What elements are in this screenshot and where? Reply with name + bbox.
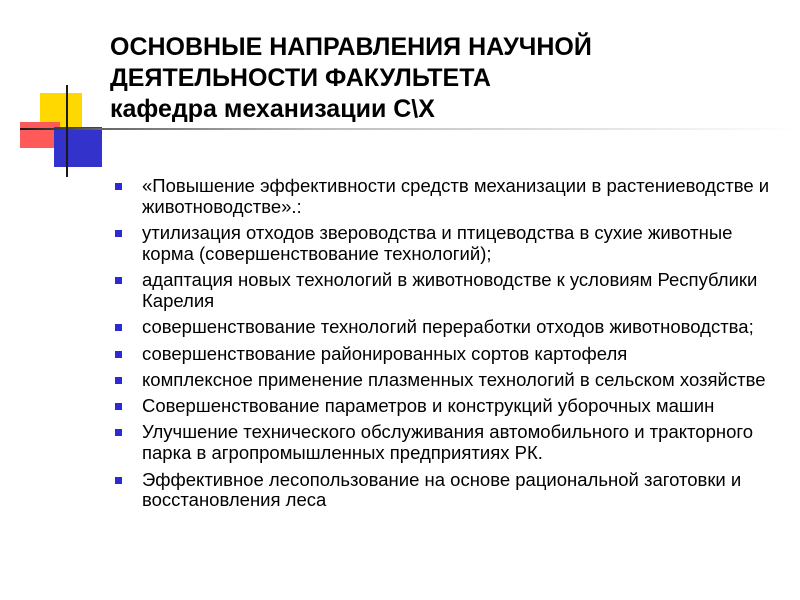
- bullet-item: [112, 422, 772, 464]
- decor-blue-square: [54, 127, 102, 167]
- bullet-marker-icon: [115, 183, 122, 190]
- bullet-item: [112, 370, 772, 391]
- bullet-list: [112, 176, 772, 517]
- bullet-marker-icon: [115, 377, 122, 384]
- bullet-marker-icon: [115, 324, 122, 331]
- bullet-item: [112, 396, 772, 417]
- title-line-1: ОСНОВНЫЕ НАПРАВЛЕНИЯ НАУЧНОЙ: [110, 33, 592, 61]
- bullet-text: Улучшение технического обслуживания автомобильного и тракторного парка в агропромышленных предприятиях РК.: [142, 421, 754, 464]
- bullet-text: Эффективное лесопользование на основе рациональной заготовки и восстановления леса: [142, 468, 742, 511]
- bullet-text: комплексное применение плазменных технологий в сельском хозяйстве: [142, 368, 766, 390]
- bullet-item: [112, 470, 772, 512]
- bullet-marker-icon: [115, 429, 122, 436]
- bullet-text: Совершенствование параметров и конструкций уборочных машин: [142, 395, 715, 417]
- title-line-2: ДЕЯТЕЛЬНОСТИ ФАКУЛЬТЕТА: [110, 64, 491, 92]
- bullet-marker-icon: [115, 403, 122, 410]
- title-line-3: кафедра механизации С\Х: [110, 95, 435, 123]
- bullet-text: совершенствование районированных сортов картофеля: [142, 342, 628, 364]
- bullet-marker-icon: [115, 351, 122, 358]
- bullet-marker-icon: [115, 477, 122, 484]
- bullet-item: [112, 176, 772, 218]
- slide-title: [110, 32, 790, 125]
- bullet-text: «Повышение эффективности средств механизации в растениеводстве и животноводстве».:: [142, 175, 770, 217]
- bullet-text: совершенствование технологий переработки отходов животноводства;: [142, 316, 754, 338]
- bullet-text: утилизация отходов звероводства и птицеводства в сухие животные корма (совершенствование технологий);: [142, 222, 733, 264]
- decor-horizontal-line: [20, 128, 800, 130]
- bullet-item: [112, 344, 772, 365]
- decor-vertical-line: [66, 85, 68, 177]
- bullet-text: адаптация новых технологий в животноводстве к условиям Республики Карелия: [142, 269, 758, 311]
- bullet-marker-icon: [115, 230, 122, 237]
- bullet-item: [112, 223, 772, 265]
- bullet-marker-icon: [115, 277, 122, 284]
- bullet-item: [112, 317, 772, 338]
- bullet-item: [112, 270, 772, 312]
